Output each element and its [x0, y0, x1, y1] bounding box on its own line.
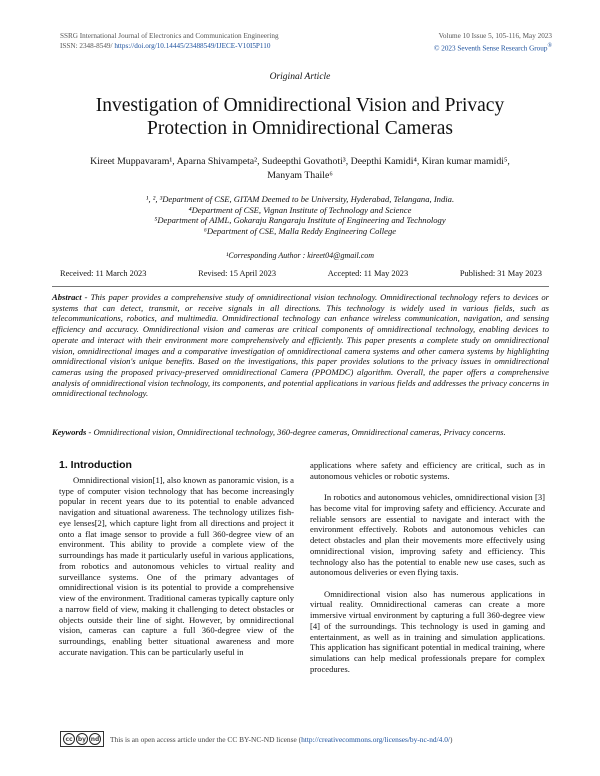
divider-top [52, 286, 549, 287]
affiliation-1: ¹, ², ³Department of CSE, GITAM Deemed to be University, Hyderabad, Telangana, India. [145, 194, 455, 204]
published-date: Published: 31 May 2023 [459, 269, 542, 278]
intro-paragraph-1: Omnidirectional vision[1], also known as panoramic vision, is a type of computer vision technology that has become increasingly popular in recent years due to its potential to enable advanced navigation and situational awareness. The technology utilizes fish-eye lenses[2], which capture light from all directions and project it onto a flat image sensor to provide a full 360-degree view of an environment. This ability to provide a complete view of the surroundings has made it particularly useful in various applications, from robotics and autonomous vehicles to virtual reality and surveillance systems. One of the primary advantages of omnidirectional vision is its potential to provide a comprehensive view of the environment. Traditional cameras typically capture only a narrow field of view, making it challenging to detect obstacles or objects outside their line of sight. However, by omnidirectional vision, cameras can capture a full 360-degree view of the surroundings, enabling better situational awareness and more accurate navigation. This can be particularly useful in [59, 474, 294, 657]
keywords [52, 427, 549, 438]
authors-line-2: Manyam Thaile⁶ [267, 170, 333, 181]
authors-line-1: Kireet Muppavaram¹, Aparna Shivampeta², Sudeepthi Govathoti³, Deepthi Kamidi⁴, Kiran kumar mamidi⁵, [90, 156, 510, 167]
abstract-label: Abstract - [52, 292, 88, 302]
right-column [310, 460, 545, 675]
volume-info: Volume 10 Issue 5, 105-116, May 2023 [438, 32, 552, 40]
corresponding-author: ¹Corresponding Author : kireet04@gmail.com [225, 251, 375, 260]
registered-mark: ® [547, 42, 552, 49]
affiliations [60, 194, 540, 236]
section-heading: 1. Introduction [59, 459, 132, 471]
license-link[interactable]: http://creativecommons.org/licenses/by-nc-nd/4.0/ [301, 734, 450, 744]
affiliation-3: ⁵Department of AIML, Gokaraju Rangaraju Institute of Engineering and Technology [154, 215, 446, 226]
keywords-text: Omnidirectional vision, Omnidirectional technology, 360-degree cameras, Omnidirectional cameras, Privacy concerns. [91, 427, 506, 437]
volume-header [434, 32, 552, 53]
article-type: Original Article [269, 72, 331, 82]
publisher-copyright: © 2023 Seventh Sense Research Group [433, 43, 548, 52]
author-list [55, 155, 545, 183]
affiliation-2: ⁴Department of CSE, Vignan Institute of Technology and Science [188, 204, 412, 215]
abstract [52, 292, 549, 399]
by-icon: by [76, 733, 88, 745]
intro-paragraph-2: In robotics and autonomous vehicles, omnidirectional vision [3] has become vital for improving safety and efficiency. Accurate and reliable sensors are essential to navigate and interact with the environment effectively. Robots and autonomous vehicles can detect obstacles and plan their movements more effectively using omnidirectional vision, improving safety and efficiency. This technology also has the potential to enable new use cases, such as autonomous deliveries or even flying taxis. [310, 492, 545, 578]
affiliation-4: ⁶Department of CSE, Malla Reddy Engineering College [203, 225, 397, 236]
accepted-date: Accepted: 11 May 2023 [327, 269, 409, 278]
received-date: Received: 11 March 2023 [60, 269, 147, 278]
license-footer [60, 731, 452, 747]
doi-link[interactable]: https://doi.org/10.14445/23488549/IJECE-V10I5P110 [114, 41, 271, 50]
intro-paragraph-1-cont: applications where safety and efficiency are critical, such as in autonomous vehicles or robotic systems. [310, 460, 545, 481]
license-text: This is an open access article under the CC BY-NC-ND license (http://creativecommons.org/licenses/by-nc-nd/4.0/) [110, 734, 453, 744]
keywords-label: Keywords - [52, 427, 92, 437]
issn-line [60, 42, 279, 52]
issn: ISSN: 2348-8549/ [60, 41, 113, 50]
article-dates [60, 269, 542, 278]
journal-name: SSRG International Journal of Electronics and Communication Engineering [60, 32, 279, 40]
title-line-2: Protection in Omnidirectional Cameras [147, 118, 453, 139]
intro-paragraph-3: Omnidirectional vision also has numerous applications in virtual reality. Omnidirectional cameras can create a more immersive virtual environment by capturing a full 360-degree view [4] of the surroundings. This technology is used in gaming and entertainment, as well as in training and simulation applications. This application has significant potential in medical training, where simulations can help medical professionals prepare for complex procedures. [310, 588, 545, 674]
cc-license-icon[interactable] [60, 731, 104, 747]
cc-icon: cc [63, 733, 75, 745]
copyright-line [434, 42, 552, 54]
paper-title [50, 94, 550, 140]
nd-icon: nd [89, 733, 101, 745]
abstract-text: This paper provides a comprehensive study of omnidirectional vision technology. Omnidirectional technology refers to devices or systems that can detect, transmit, or receive signals in all directions. This technology is widely used in various fields, such as telecommunications, robotics, and multimedia. Omnidirectional technology can enhance wireless communication, navigation, and sensing efficiency and accuracy. Omnidirectional vision and cameras are critical components of omnidirectional technology, enabling devices to operate and interact with their environment more comprehensively and efficiently. This paper presents a complete study on omnidirectional vision, omnidirectional images and a comparative investigation of omnidirectional camera systems and other camera systems by highlighting omnidirectional vision's unique benefits. Based on the investigations, this paper provides solutions to the privacy issues in omnidirectional cameras using the proposed privacy-preserved omnidirectional Camera (PPOMDC) algorithm. Overall, the paper offers a comprehensive analysis of omnidirectional vision technology, its components, and potential applications in various fields and addresses the privacy concerns in omnidirectional technology. [52, 292, 549, 399]
revised-date: Revised: 15 April 2023 [198, 269, 277, 278]
journal-header [60, 32, 279, 51]
title-line-1: Investigation of Omnidirectional Vision and Privacy [95, 95, 505, 116]
left-column [59, 460, 294, 658]
